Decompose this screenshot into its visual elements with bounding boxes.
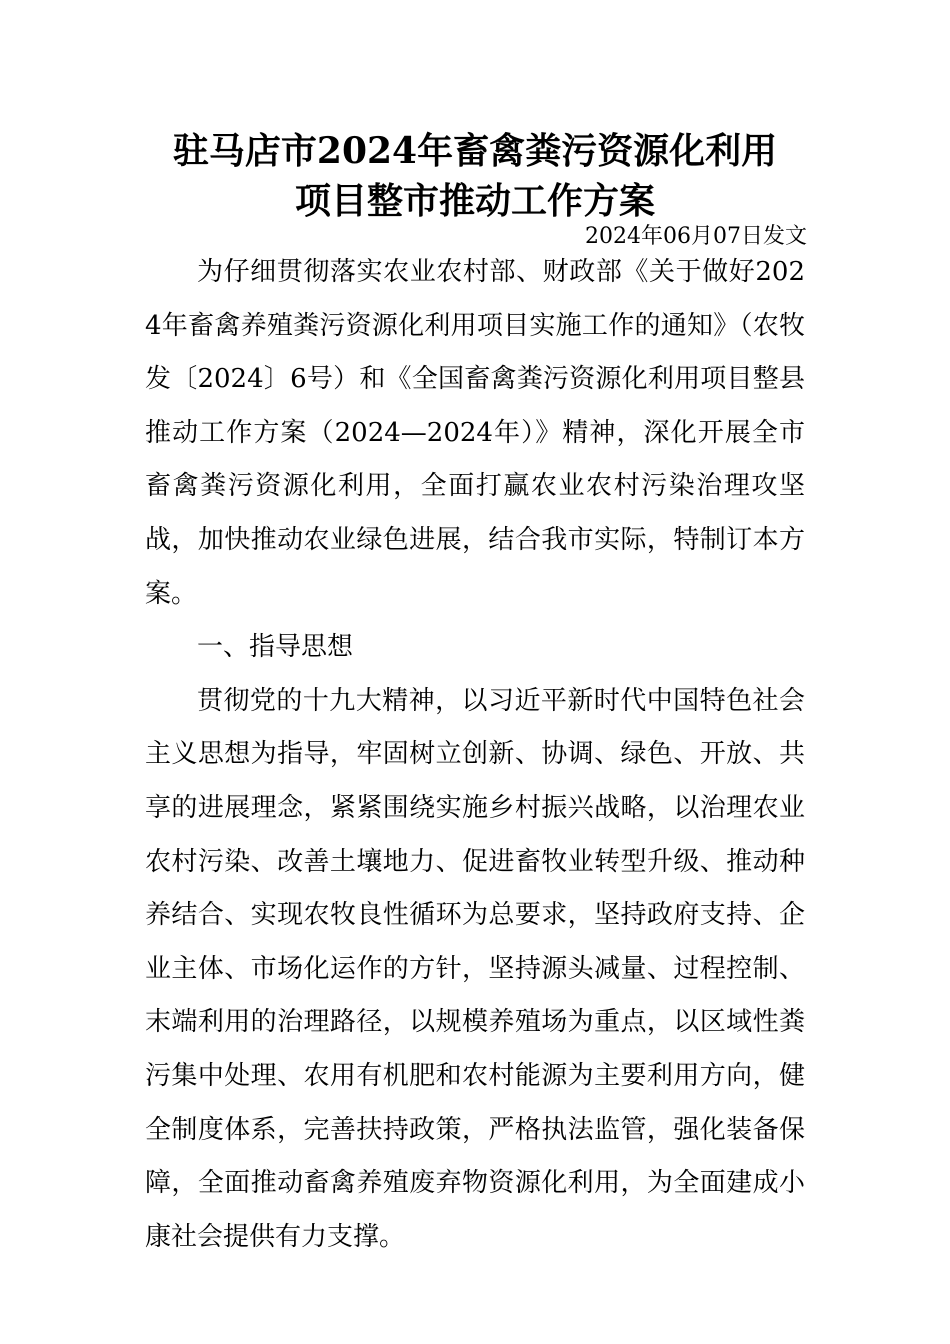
section-heading-guiding-ideology: 一、指导思想 xyxy=(197,632,354,663)
document-title-line-1: 驻马店市2024年畜禽粪污资源化利用 xyxy=(172,130,778,172)
issue-date: 2024年06月07日发文 xyxy=(585,224,807,249)
intro-paragraph: 为仔细贯彻落实农业农村部、财政部《关于做好2024年畜禽养殖粪污资源化利用项目实施工作的通知》（农牧发〔2024〕6号）和《全国畜禽粪污资源化利用项目整县推动工作方案（2024—2024年）》精神，深化开展全市畜禽粪污资源化利用，全面打赢农业农村污染治理攻坚战，加快推动农业绿色进展，结合我市实际，特制订本方案。 xyxy=(145,257,805,609)
document-body xyxy=(145,246,805,1264)
guiding-ideology-paragraph: 贯彻党的十九大精神，以习近平新时代中国特色社会主义思想为指导，牢固树立创新、协调、绿色、开放、共享的进展理念，紧紧围绕实施乡村振兴战略，以治理农业农村污染、改善土壤地力、促进畜牧业转型升级、推动种养结合、实现农牧良性循环为总要求，坚持政府支持、企业主体、市场化运作的方针，坚持源头减量、过程控制、末端利用的治理路径，以规模养殖场为重点，以区域性粪污集中处理、农用有机肥和农村能源为主要利用方向，健全制度体系，完善扶持政策，严格执法监管，强化装备保障，全面推动畜禽养殖废弃物资源化利用，为全面建成小康社会提供有力支撑。 xyxy=(145,685,805,1252)
document-title-line-2: 项目整市推动工作方案 xyxy=(294,180,655,222)
